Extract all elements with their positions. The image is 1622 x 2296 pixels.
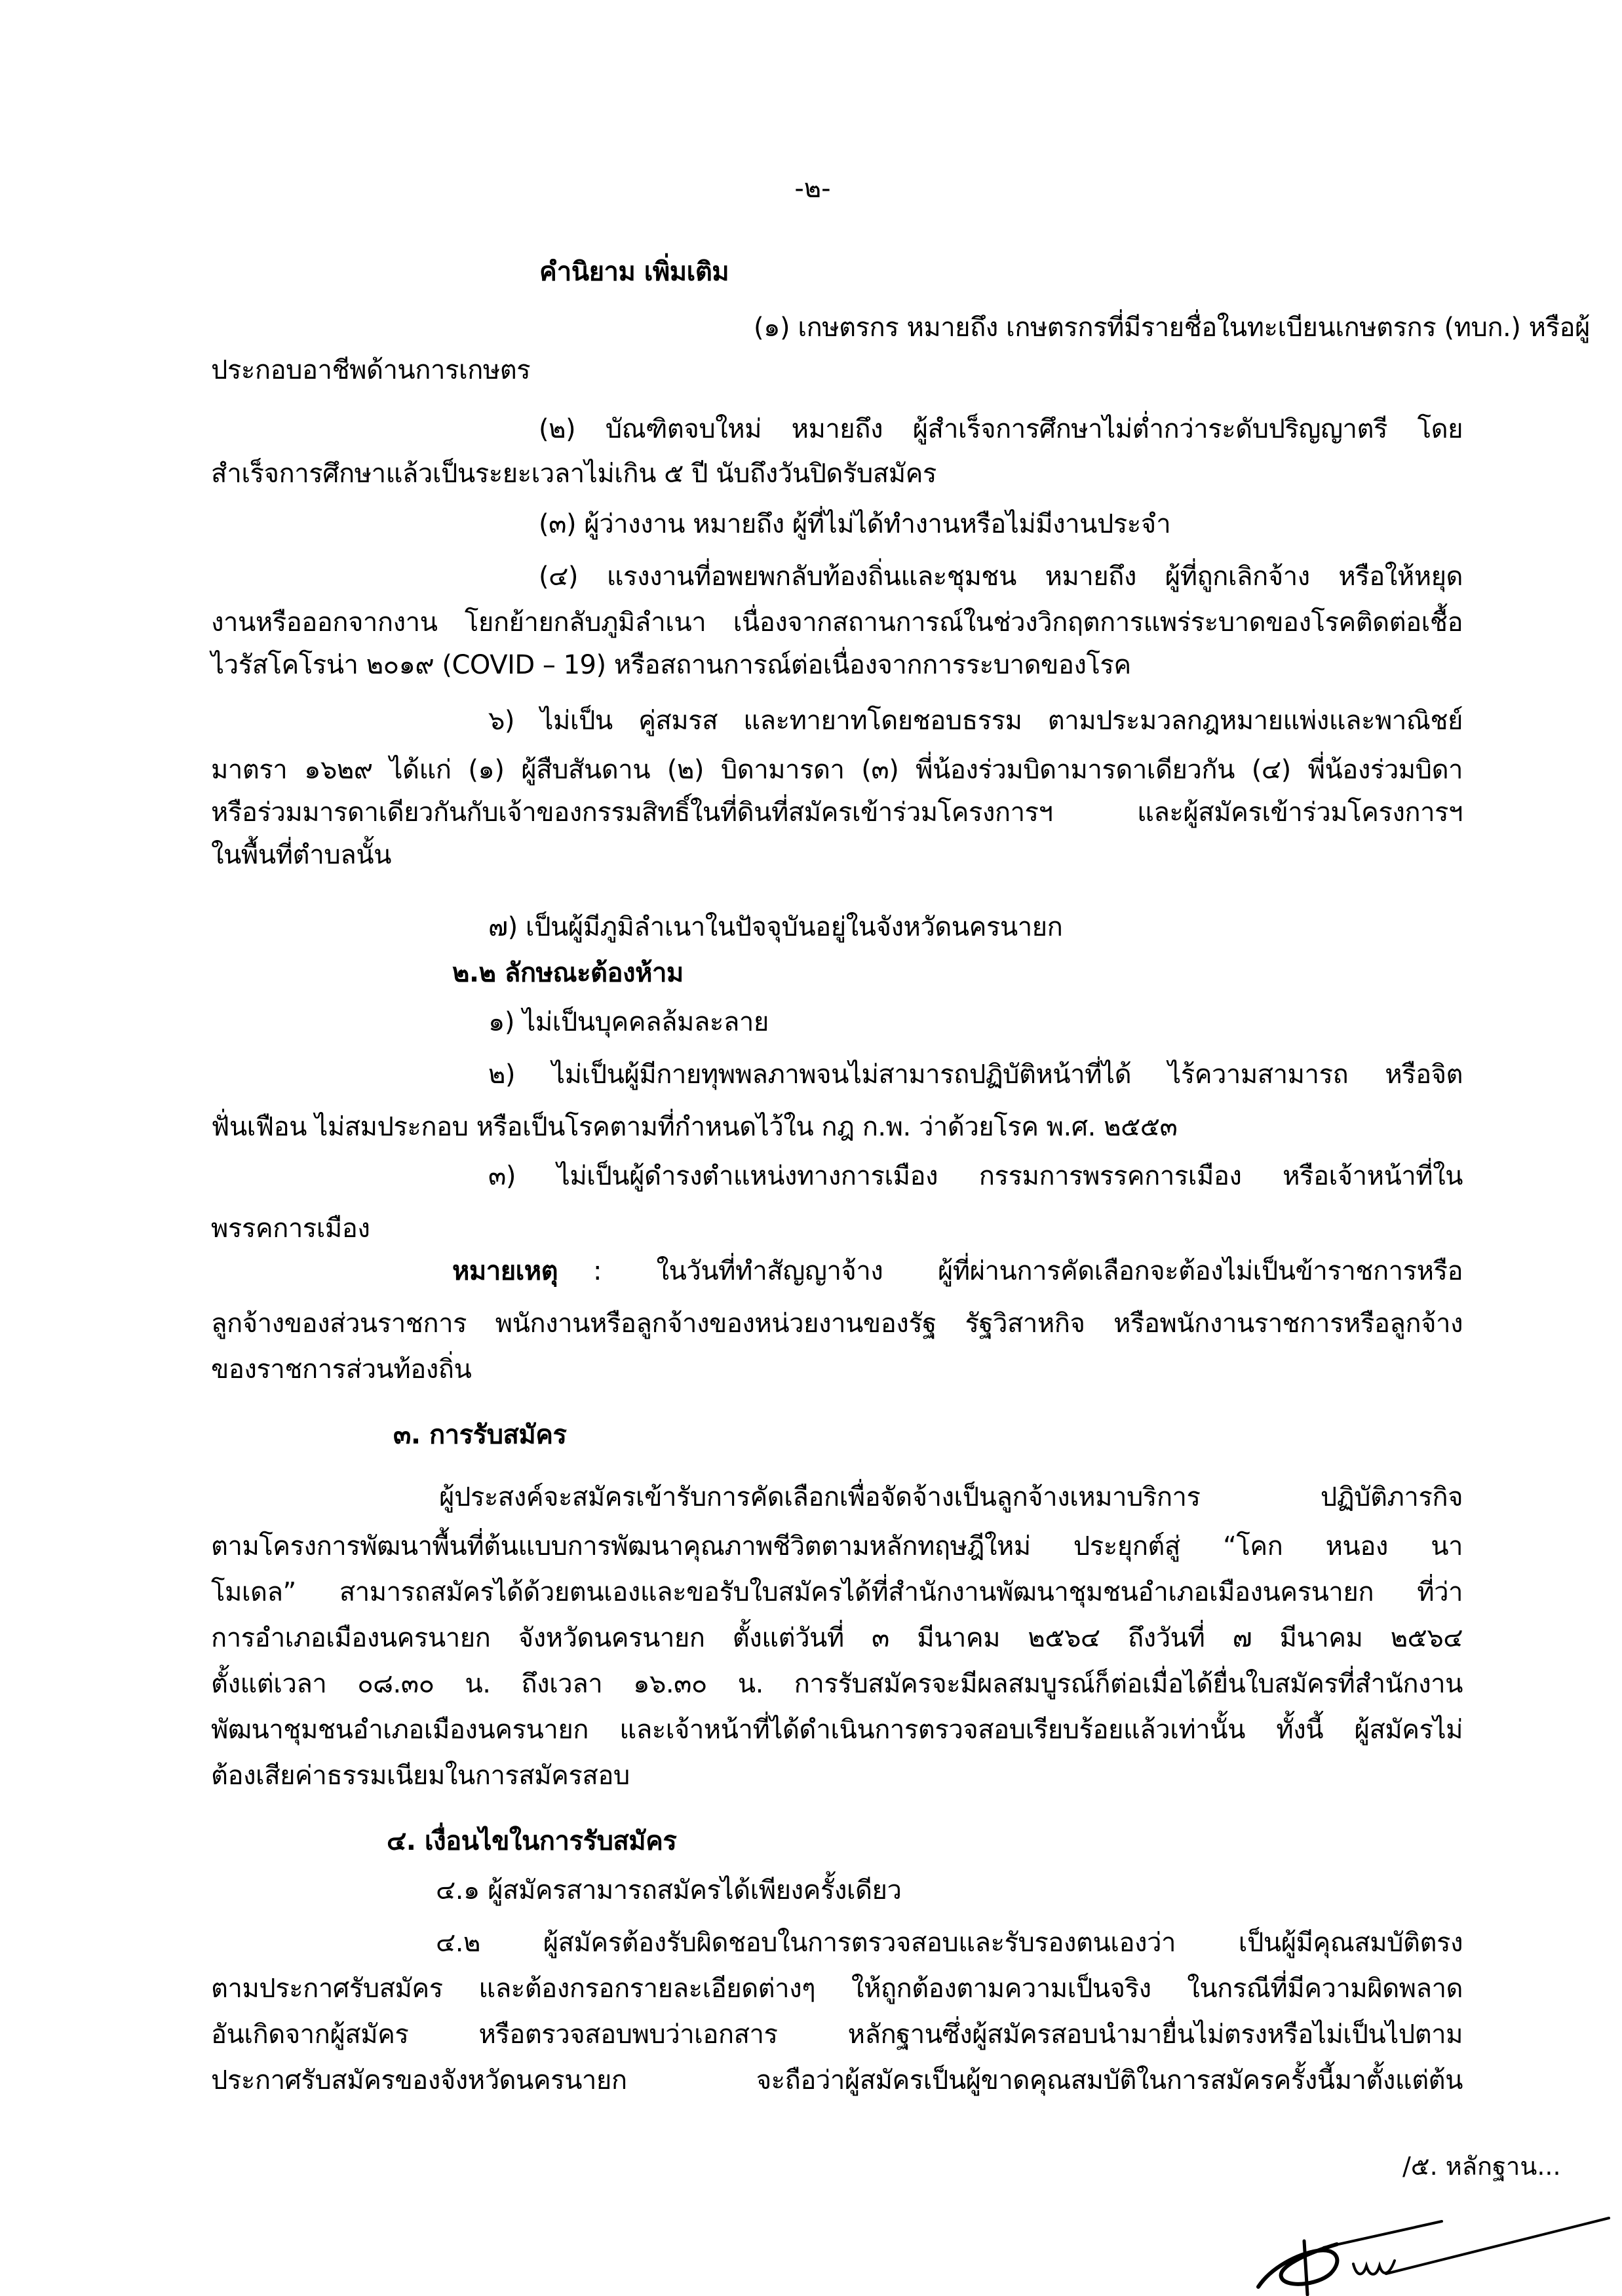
qualification-item-6-line2: มาตรา ๑๖๒๙ ได้แก่ (๑) ผู้สืบสันดาน (๒) บิดามารดา (๓) พี่น้องร่วมบิดามารดาเดียวกัน (๔) พี่น้องร่วมบิดา (211, 755, 1463, 785)
section-4-item-2-line4: ประกาศรับสมัครของจังหวัดนครนายก จะถือว่าผู้สมัครเป็นผู้ขาดคุณสมบัติในการสมัครครั้งนี้มาตั้งแต่ต้น (211, 2065, 1463, 2095)
section-3-line-4: การอำเภอเมืองนครนายก จังหวัดนครนายก ตั้งแต่วันที่ ๓ มีนาคม ๒๕๖๔ ถึงวันที่ ๗ มีนาคม ๒๕๖๔ (211, 1623, 1463, 1653)
definition-item-2-cont: สำเร็จการศึกษาแล้วเป็นระยะเวลาไม่เกิน ๕ ปี นับถึงวันปิดรับสมัคร (211, 459, 937, 489)
signature-icon (1245, 2215, 1612, 2296)
prohibited-item-2: ๒) ไม่เป็นผู้มีกายทุพพลภาพจนไม่สามารถปฏิบัติหน้าที่ได้ ไร้ความสามารถ หรือจิต (488, 1060, 1463, 1090)
section-4-item-1: ๔.๑ ผู้สมัครสามารถสมัครได้เพียงครั้งเดียว (436, 1875, 902, 1905)
section-3-line-2: ตามโครงการพัฒนาพื้นที่ต้นแบบการพัฒนาคุณภาพชีวิตตามหลักทฤษฎีใหม่ ประยุกต์สู่ “โคก หนอง นา (211, 1531, 1463, 1561)
section-4-item-2-line3: อันเกิดจากผู้สมัคร หรือตรวจสอบพบว่าเอกสาร หลักฐานซึ่งผู้สมัครสอบนำมายื่นไม่ตรงหรือไม่เป็นไปตาม (211, 2019, 1463, 2050)
definition-item-4-cont: ไวรัสโคโรน่า ๒๐๑๙ (COVID – 19) หรือสถานการณ์ต่อเนื่องจากการระบาดของโรค (211, 650, 1131, 680)
page-number: -๒- (794, 174, 831, 204)
qualification-item-7: ๗) เป็นผู้มีภูมิลำเนาในปัจจุบันอยู่ในจังหวัดนครนายก (488, 912, 1063, 942)
note-text: : ในวันที่ทำสัญญาจ้าง ผู้ที่ผ่านการคัดเลือกจะต้องไม่เป็นข้าราชการหรือ (593, 1256, 1463, 1286)
note-label: หมายเหตุ (452, 1256, 558, 1286)
section-3-line-1: ผู้ประสงค์จะสมัครเข้ารับการคัดเลือกเพื่อจัดจ้างเป็นลูกจ้างเหมาบริการ ปฏิบัติภารกิจ (439, 1482, 1463, 1512)
section-4-item-2-line2: ตามประกาศรับสมัคร และต้องกรอกรายละเอียดต่างๆ ให้ถูกต้องตามความเป็นจริง ในกรณีที่มีความผิดพลาด (211, 1974, 1463, 2004)
prohibited-heading: ๒.๒ ลักษณะต้องห้าม (452, 958, 684, 988)
prohibited-item-3-cont: พรรคการเมือง (211, 1214, 370, 1244)
qualification-item-6-line3: หรือร่วมมารดาเดียวกันกับเจ้าของกรรมสิทธิ์ในที่ดินที่สมัครเข้าร่วมโครงการฯ และผู้สมัครเข้าร่วมโครงการฯ (211, 797, 1463, 828)
note-text-cont: ของราชการส่วนท้องถิ่น (211, 1354, 472, 1385)
definitions-heading: คำนิยาม เพิ่มเติม (539, 257, 729, 287)
section-3-heading: ๓. การรับสมัคร (393, 1420, 567, 1450)
definition-item-4: (๔) แรงงานที่อพยพกลับท้องถิ่นและชุมชน หมายถึง ผู้ที่ถูกเลิกจ้าง หรือให้หยุด (539, 562, 1463, 592)
definition-item-4-line2: งานหรือออกจากงาน โยกย้ายกลับภูมิลำเนา เนื่องจากสถานการณ์ในช่วงวิกฤตการแพร่ระบาดของโรคติดต่อเชื้อ (211, 607, 1463, 638)
section-4-heading: ๔. เงื่อนไขในการรับสมัคร (387, 1826, 677, 1856)
definition-item-1-cont: ประกอบอาชีพด้านการเกษตร (211, 355, 531, 385)
definition-item-1: (๑) เกษตรกร หมายถึง เกษตรกรที่มีรายชื่อในทะเบียนเกษตรกร (ทบก.) หรือผู้ (754, 313, 1590, 343)
section-3-line-3: โมเดล” สามารถสมัครได้ด้วยตนเองและขอรับใบสมัครได้ที่สำนักงานพัฒนาชุมชนอำเภอเมืองนครนายก ที่ว่า (211, 1577, 1463, 1607)
qualification-item-6: ๖) ไม่เป็น คู่สมรส และทายาทโดยชอบธรรม ตามประมวลกฎหมายแพ่งและพาณิชย์ (488, 706, 1463, 736)
section-3-line-7: ต้องเสียค่าธรรมเนียมในการสมัครสอบ (211, 1761, 630, 1791)
qualification-item-6-cont: ในพื้นที่ตำบลนั้น (211, 840, 391, 870)
section-3-line-5: ตั้งแต่เวลา ๐๘.๓๐ น. ถึงเวลา ๑๖.๓๐ น. การรับสมัครจะมีผลสมบูรณ์ก็ต่อเมื่อได้ยื่นใบสมัครที่สำนักงาน (211, 1669, 1463, 1699)
section-3-line-6: พัฒนาชุมชนอำเภอเมืองนครนายก และเจ้าหน้าที่ได้ดำเนินการตรวจสอบเรียบร้อยแล้วเท่านั้น ทั้งนี้ ผู้สมัครไม่ (211, 1715, 1463, 1745)
definition-item-2: (๒) บัณฑิตจบใหม่ หมายถึง ผู้สำเร็จการศึกษาไม่ต่ำกว่าระดับปริญญาตรี โดย (539, 414, 1463, 444)
definition-item-3: (๓) ผู้ว่างงาน หมายถึง ผู้ที่ไม่ได้ทำงานหรือไม่มีงานประจำ (539, 509, 1171, 539)
prohibited-item-2-cont: ฟั่นเฟือน ไม่สมประกอบ หรือเป็นโรคตามที่กำหนดไว้ใน กฎ ก.พ. ว่าด้วยโรค พ.ศ. ๒๕๕๓ (211, 1112, 1178, 1142)
note-text-line2: ลูกจ้างของส่วนราชการ พนักงานหรือลูกจ้างของหน่วยงานของรัฐ รัฐวิสาหกิจ หรือพนักงานราชการหรือลูกจ้าง (211, 1309, 1463, 1339)
section-4-item-2: ๔.๒ ผู้สมัครต้องรับผิดชอบในการตรวจสอบและรับรองตนเองว่า เป็นผู้มีคุณสมบัติตรง (436, 1928, 1463, 1958)
prohibited-item-3: ๓) ไม่เป็นผู้ดำรงตำแหน่งทางการเมือง กรรมการพรรคการเมือง หรือเจ้าหน้าที่ใน (488, 1161, 1463, 1191)
prohibited-item-1: ๑) ไม่เป็นบุคคลล้มละลาย (488, 1007, 769, 1037)
continuation-text: /๕. หลักฐาน... (1402, 2152, 1561, 2181)
